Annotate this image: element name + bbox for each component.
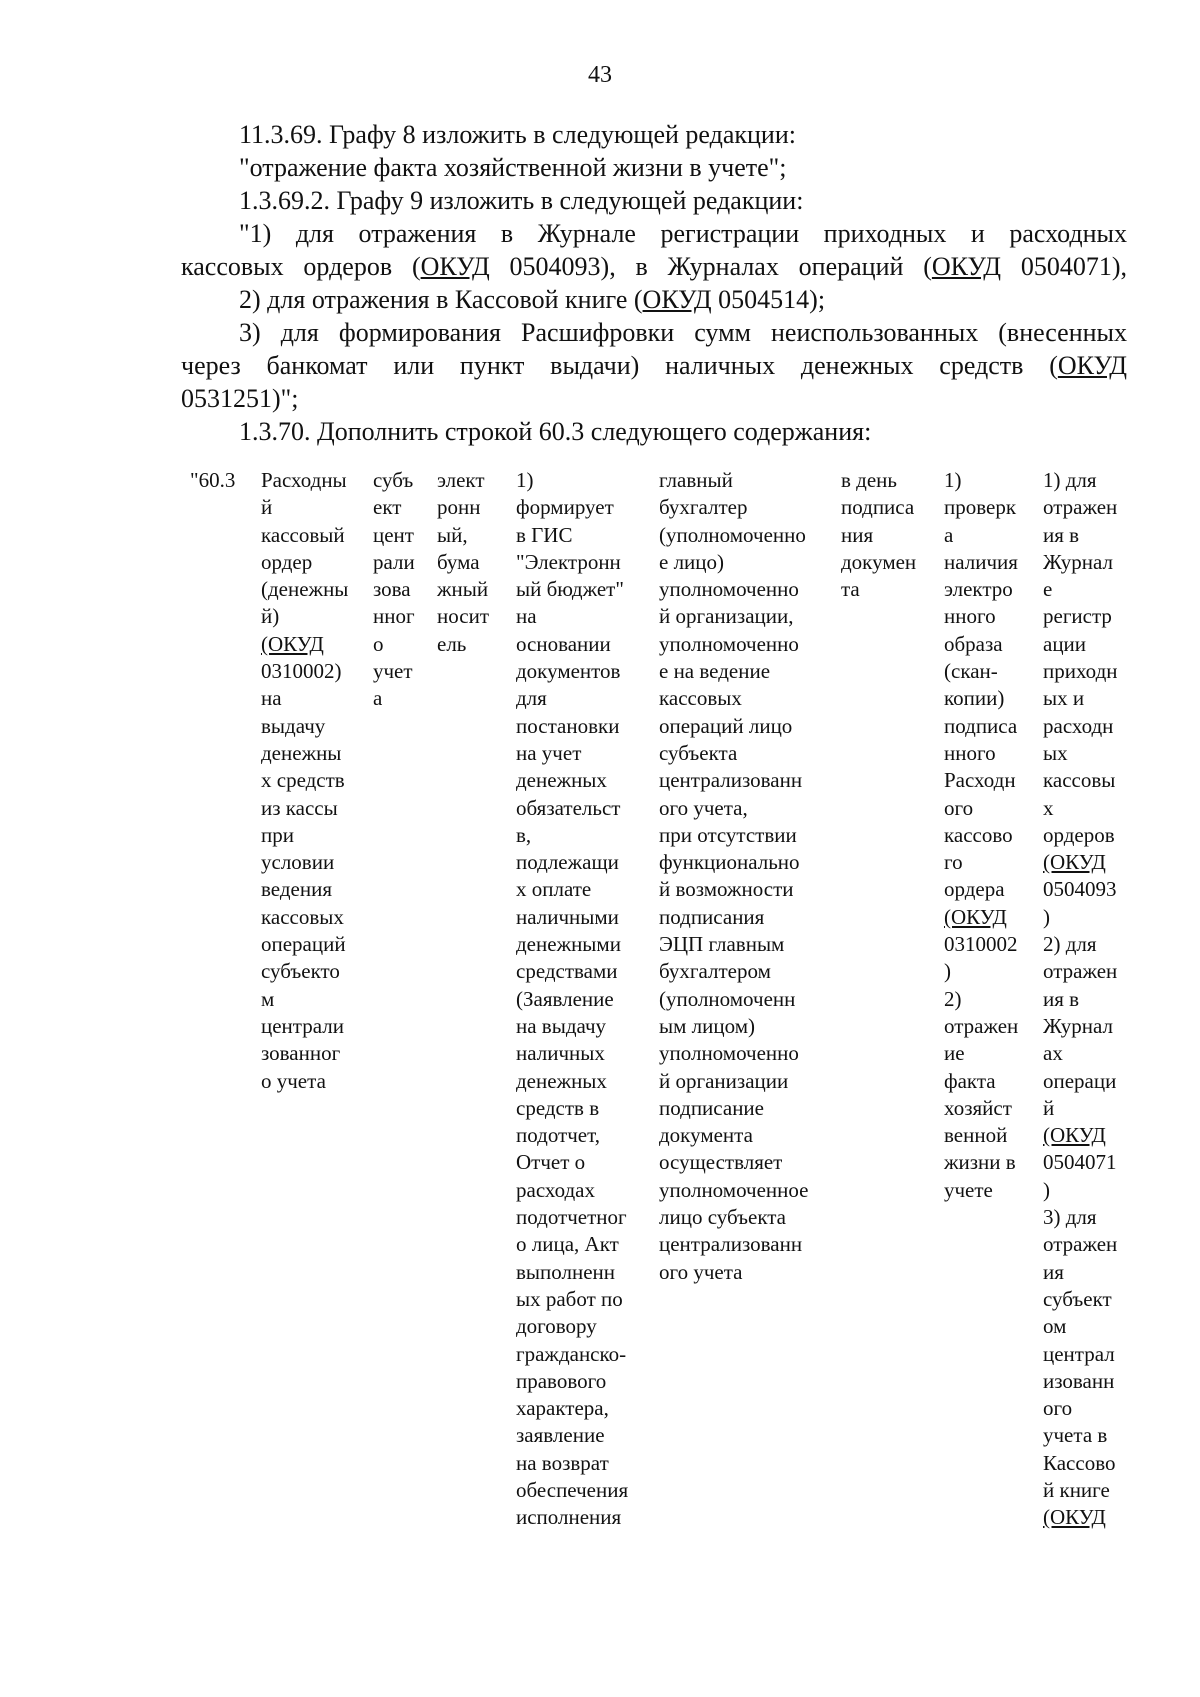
table-cell-line: цент	[373, 522, 414, 547]
table-cell-line: ого учета	[659, 1259, 743, 1284]
table-cell-line: ым лицом)	[659, 1013, 755, 1038]
paragraph-item-3-line-3	[181, 382, 1127, 415]
table-cell-line: х средств	[261, 768, 345, 793]
table-cell-line: ордер	[261, 549, 313, 574]
table-cell-line: уполномоченно	[659, 631, 799, 656]
paragraph-text: 2) для отражения в Кассовой книге (	[239, 285, 643, 314]
table-cell-line: в день	[841, 468, 897, 492]
table-cell-line: централи	[261, 1013, 344, 1038]
table-cell-line: 3) для	[1043, 1205, 1097, 1230]
table-cell-line: денежны	[261, 740, 342, 765]
table-cell-line: а	[373, 686, 383, 711]
table-cell-line: )	[1043, 904, 1050, 929]
table-cell-line: ых	[1043, 740, 1068, 765]
table-cell-line: субъекто	[261, 959, 340, 984]
table-cell-line: "60.3	[190, 468, 236, 492]
table-cell-line: выдачу	[261, 713, 326, 738]
table-cell-line: 0310002)	[261, 659, 342, 684]
paragraph-1-3-70	[181, 415, 1127, 448]
table-cell-line: ронн	[437, 495, 481, 520]
table-cell-line: ого	[944, 795, 974, 820]
table-cell-line: (ОКУД	[1043, 1123, 1106, 1148]
paragraph-text: кассовых ордеров (	[181, 252, 421, 281]
table-cell-line: централизованн	[659, 1232, 803, 1257]
table-cell-line: электро	[944, 577, 1013, 602]
table-cell-line: ия в	[1043, 522, 1080, 547]
table-cell-line: кассовы	[1043, 768, 1116, 793]
table-cell-line: документа	[659, 1123, 753, 1148]
table-cell-line: ых и	[1043, 686, 1085, 711]
table-cell-line: учета в	[1043, 1423, 1108, 1448]
table-cell-line: ого	[1043, 1396, 1073, 1421]
table-cell-line: ах	[1043, 1041, 1063, 1066]
table-cell-line: выполненн	[516, 1259, 616, 1284]
table-cell-line: на	[261, 686, 282, 711]
table-cell-line: отражен	[1043, 495, 1118, 520]
table-cell-line: субъект	[1043, 1286, 1112, 1311]
table-cell-line: а	[944, 522, 954, 547]
table-cell-line: ия	[1043, 1259, 1064, 1284]
table-cell-line: (ОКУД	[944, 904, 1007, 929]
table-cell-line: регистр	[1043, 604, 1112, 629]
table-cell-line: (ОКУД	[261, 631, 324, 656]
table-cell-line: ации	[1043, 631, 1087, 656]
paragraph-1-3-69-2	[181, 184, 1127, 217]
table-cell-line: о учета	[261, 1068, 326, 1093]
table-cell-line: о лица, Акт	[516, 1232, 619, 1257]
page-number: 43	[588, 62, 612, 88]
table-cell-line: й)	[261, 604, 280, 629]
paragraph-item-3-line-2	[181, 349, 1127, 382]
table-cell-line: операций	[261, 932, 346, 957]
paragraph-text: 3) для формирования Расшифровки сумм неиспользованных (внесенных	[239, 318, 1127, 347]
table-cell-line: приходн	[1043, 659, 1118, 684]
table-cell-line: 1)	[516, 468, 534, 492]
table-cell-line: е	[1043, 577, 1053, 602]
table-cell-line: отражен	[944, 1013, 1019, 1038]
table-cell-line: главный	[659, 468, 733, 492]
table-cell-line: копии)	[944, 686, 1005, 711]
table-cell-line: функционально	[659, 850, 800, 875]
okud-abbr: ОКУД	[642, 285, 712, 314]
table-cell-line: (денежны	[261, 577, 349, 602]
table-cell-line: хозяйст	[944, 1095, 1012, 1120]
table-cell-line: субъекта	[659, 740, 738, 765]
table-cell-line: ого учета,	[659, 795, 748, 820]
table-cell-line: основании	[516, 631, 611, 656]
table-cell-line: ордеров	[1043, 822, 1115, 847]
table-cell-line: на выдачу	[516, 1013, 607, 1038]
table-col-document-name	[261, 467, 348, 1095]
table-cell-line: наличных	[516, 1041, 605, 1066]
table-cell-line: ие	[944, 1041, 965, 1066]
table-cell-line: в ГИС	[516, 522, 573, 547]
table-cell-line: )	[1043, 1177, 1050, 1202]
table-cell-line: субъ	[373, 468, 414, 492]
table-cell-line: 0504071	[1043, 1150, 1117, 1175]
table-cell-line: документов	[516, 659, 621, 684]
table-cell-line: Журнал	[1043, 1013, 1114, 1038]
table-cell-line: изованн	[1043, 1368, 1115, 1393]
table-cell-line: (уполномоченно	[659, 522, 806, 547]
paragraph-text: 0504071),	[1001, 252, 1127, 281]
table-cell-line: го	[944, 850, 963, 875]
table-cell-line: ый,	[437, 522, 468, 547]
table-cell-line: докумен	[841, 549, 917, 574]
table-cell-line: на учет	[516, 740, 582, 765]
table-cell-line: подписание	[659, 1095, 764, 1120]
paragraph-text: 0504093), в Журналах операций (	[489, 252, 932, 281]
table-cell-line: кассовый	[261, 522, 345, 547]
table-cell-line: Кассово	[1043, 1450, 1116, 1475]
table-cell-line: м	[261, 986, 275, 1011]
table-cell-line: е на ведение	[659, 659, 771, 684]
table-cell-line: уполномоченно	[659, 1041, 799, 1066]
table-cell-line: о	[373, 631, 384, 656]
table-cell-line: венной	[944, 1123, 1008, 1148]
table-cell-line: учете	[944, 1177, 993, 1202]
table-cell-line: исполнения	[516, 1505, 622, 1530]
table-cell-line: (ОКУД	[1043, 850, 1106, 875]
table-cell-line: проверк	[944, 495, 1017, 520]
paragraph-text: 0531251)";	[181, 384, 299, 413]
table-cell-line: на возврат	[516, 1450, 609, 1475]
table-cell-line: (уполномоченн	[659, 986, 796, 1011]
table-cell-line: образа	[944, 631, 1003, 656]
table-cell-line: подписа	[841, 495, 915, 520]
paragraph-item-1-line-1	[181, 217, 1127, 250]
table-cell-line: кассовых	[261, 904, 344, 929]
table-cell-line: жный	[437, 577, 489, 602]
table-cell-line: постановки	[516, 713, 620, 738]
table-cell-line: Журнал	[1043, 549, 1114, 574]
table-cell-line: 0504093	[1043, 877, 1117, 902]
table-cell-line: наличными	[516, 904, 619, 929]
table-cell-line: (скан-	[944, 659, 998, 684]
paragraph-11-3-69	[181, 118, 1127, 151]
table-cell-line: нног	[373, 604, 415, 629]
table-cell-line: подписа	[944, 713, 1018, 738]
table-cell-line: обязательст	[516, 795, 621, 820]
table-cell-line: денежных	[516, 768, 607, 793]
table-cell-line: из кассы	[261, 795, 338, 820]
table-cell-line: 2) для	[1043, 932, 1097, 957]
table-cell-line: кассовых	[659, 686, 742, 711]
table-cell-line: условии	[261, 850, 335, 875]
table-cell-line: централизованн	[659, 768, 803, 793]
paragraph-item-2	[181, 283, 1127, 316]
table-cell-line: в,	[516, 822, 532, 847]
paragraph-item-3-line-1	[181, 316, 1127, 349]
table-cell-line: ния	[841, 522, 874, 547]
table-cell-line: е лицо)	[659, 549, 725, 574]
table-col-procedure	[516, 467, 628, 1532]
table-cell-line: рали	[373, 549, 415, 574]
table-cell-line: при отсутствии	[659, 822, 797, 847]
table-cell-line: й	[261, 495, 273, 520]
table-cell-line: для	[516, 686, 547, 711]
table-col-deadline	[841, 467, 916, 603]
paragraph-text: "отражение факта хозяйственной жизни в учете";	[239, 153, 787, 182]
table-cell-line: расходн	[1043, 713, 1114, 738]
table-cell-line: ект	[373, 495, 402, 520]
table-cell-line: ель	[437, 631, 467, 656]
table-cell-line: отражен	[1043, 959, 1118, 984]
table-cell-line: нного	[944, 604, 996, 629]
table-cell-line: централ	[1043, 1341, 1115, 1366]
table-cell-line: й	[1043, 1095, 1055, 1120]
table-cell-line: заявление	[516, 1423, 605, 1448]
table-cell-line: подлежащи	[516, 850, 619, 875]
table-cell-line: зова	[373, 577, 411, 602]
table-cell-line: лицо субъекта	[659, 1205, 786, 1230]
table-cell-line: жизни в	[944, 1150, 1016, 1175]
table-cell-line: й организации,	[659, 604, 794, 629]
table-cell-line: осуществляет	[659, 1150, 783, 1175]
table-cell-line: подписания	[659, 904, 765, 929]
table-cell-line: операци	[1043, 1068, 1117, 1093]
table-cell-line: зованног	[261, 1041, 341, 1066]
table-cell-line: обеспечения	[516, 1477, 629, 1502]
table-cell-line: (Заявление	[516, 986, 614, 1011]
table-cell-line: ЭЦП главным	[659, 932, 785, 957]
table-cell-line: )	[944, 959, 951, 984]
table-cell-line: денежных	[516, 1068, 607, 1093]
okud-abbr: ОКУД	[420, 252, 490, 281]
table-cell-line: операций лицо	[659, 713, 793, 738]
table-cell-line: подотчетног	[516, 1205, 627, 1230]
table-cell-line: 1) для	[1043, 468, 1097, 492]
table-cell-line: й книге	[1043, 1477, 1110, 1502]
table-cell-line: "Электронн	[516, 549, 621, 574]
table-cell-line: ия в	[1043, 986, 1080, 1011]
table-col-creator	[373, 467, 415, 713]
table-cell-line: ых работ по	[516, 1286, 623, 1311]
table-cell-line: факта	[944, 1068, 996, 1093]
table-cell-line: 1)	[944, 468, 962, 492]
table-cell-line: 0310002	[944, 932, 1018, 957]
table-cell-line: Расходны	[261, 468, 347, 492]
paragraph-quote-graph-8	[181, 151, 1127, 184]
table-cell-line: х оплате	[516, 877, 592, 902]
table-cell-line: 2)	[944, 986, 962, 1011]
table-cell-line: уполномоченно	[659, 577, 799, 602]
table-cell-line: средств в	[516, 1095, 600, 1120]
table-cell-line: при	[261, 822, 294, 847]
okud-abbr: ОКУД	[931, 252, 1002, 281]
table-cell-line: гражданско-	[516, 1341, 627, 1366]
table-cell-line: денежными	[516, 932, 621, 957]
table-cell-line: бухгалтер	[659, 495, 748, 520]
table-cell-line: та	[841, 577, 860, 602]
paragraph-text: 1.3.69.2. Графу 9 изложить в следующей редакции:	[239, 186, 804, 215]
table-cell-line: х	[1043, 795, 1054, 820]
table-col-medium	[437, 467, 489, 658]
table-cell-line: средствами	[516, 959, 618, 984]
table-col-purpose	[1043, 467, 1118, 1532]
table-col-row-number	[190, 467, 235, 494]
table-cell-line: бума	[437, 549, 480, 574]
table-cell-line: й организации	[659, 1068, 789, 1093]
table-cell-line: бухгалтером	[659, 959, 771, 984]
table-cell-line: нного	[944, 740, 996, 765]
table-cell-line: уполномоченное	[659, 1177, 809, 1202]
table-cell-line: кассово	[944, 822, 1013, 847]
table-cell-line: Отчет о	[516, 1150, 586, 1175]
table-cell-line: учет	[373, 659, 413, 684]
table-cell-line: на	[516, 604, 537, 629]
paragraph-text: 1.3.70. Дополнить строкой 60.3 следующего содержания:	[239, 417, 872, 446]
paragraph-text: "1) для отражения в Журнале регистрации приходных и расходных	[239, 219, 1127, 248]
table-cell-line: отражен	[1043, 1232, 1118, 1257]
paragraph-text: 11.3.69. Графу 8 изложить в следующей редакции:	[239, 120, 796, 149]
table-cell-line: правового	[516, 1368, 607, 1393]
table-cell-line: характера,	[516, 1396, 609, 1421]
table-cell-line: ый бюджет"	[516, 577, 624, 602]
table-cell-line: элект	[437, 468, 485, 492]
table-cell-line: носит	[437, 604, 489, 629]
table-cell-line: ведения	[261, 877, 332, 902]
table-cell-line: договору	[516, 1314, 597, 1339]
paragraph-text: через банкомат или пункт выдачи) наличных денежных средств (	[181, 351, 1058, 380]
table-cell-line: подотчет,	[516, 1123, 600, 1148]
table-cell-line: ом	[1043, 1314, 1067, 1339]
paragraph-text: 0504514);	[711, 285, 826, 314]
okud-abbr: ОКУД	[1057, 351, 1127, 380]
table-cell-line: расходах	[516, 1177, 595, 1202]
paragraph-item-1-line-2	[181, 250, 1127, 283]
table-cell-line: наличия	[944, 549, 1018, 574]
table-col-action	[944, 467, 1018, 1204]
table-col-responsible	[659, 467, 808, 1286]
table-cell-line: й возможности	[659, 877, 794, 902]
table-cell-line: формирует	[516, 495, 614, 520]
table-cell-line: ордера	[944, 877, 1005, 902]
table-cell-line: (ОКУД	[1043, 1505, 1106, 1530]
table-cell-line: Расходн	[944, 768, 1016, 793]
